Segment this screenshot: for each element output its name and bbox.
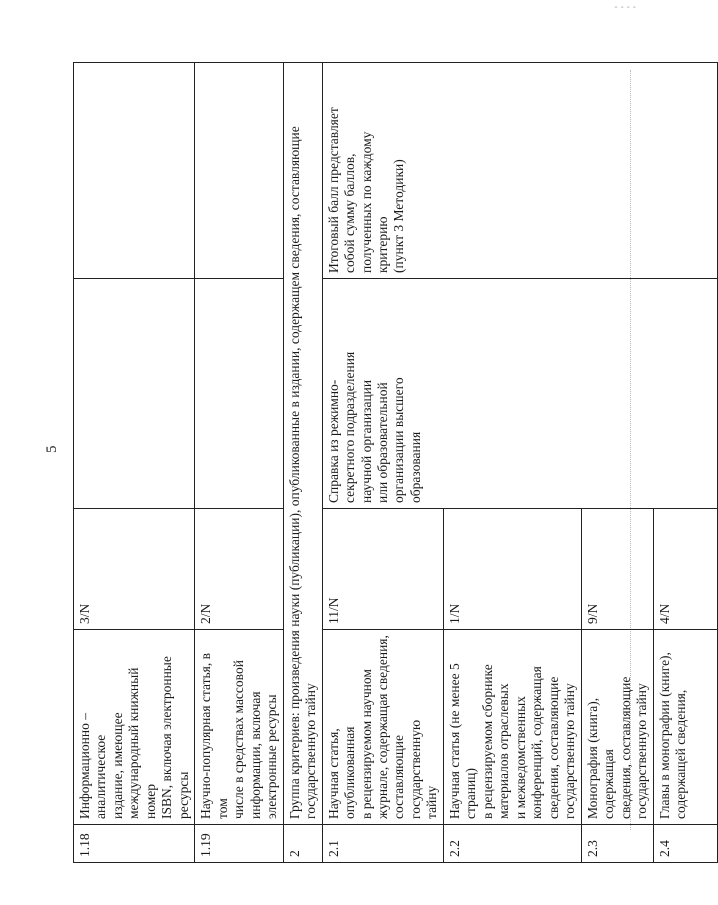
criterion-name: Научная статья (не менее 5 страниц) в рецензируемом сборнике материалов отраслевых и межведомственных конференций, содержащая сведения, составляющие государственную тайну xyxy=(443,630,581,825)
group-heading: Группа критериев: произведения науки (публикации), опубликованные в издании, содержащем сведения, составляющие государственную тайну xyxy=(283,63,322,825)
row-number: 2.1 xyxy=(322,825,443,863)
confirmation-document-cell xyxy=(74,279,195,509)
criteria-table xyxy=(73,62,718,863)
table-row xyxy=(195,63,283,863)
row-number: 1.19 xyxy=(195,825,283,863)
group-row xyxy=(283,63,322,863)
criterion-name: Научно-популярная статья, в том числе в средствах массовой информации, включая электронные ресурсы xyxy=(195,630,283,825)
criterion-name: Монография (книга), содержащая сведения, составляющие государственную тайну xyxy=(581,630,653,825)
score-formula: 2/N xyxy=(195,509,283,630)
score-formula: 1/N xyxy=(443,509,581,630)
note-cell xyxy=(74,63,195,279)
score-formula: 4/N xyxy=(653,509,717,630)
corner-mark: - - - - xyxy=(614,2,636,13)
note: Итоговый балл представляет собой сумму баллов, полученных по каждому критерию (пункт 3 Методики) xyxy=(322,63,717,279)
page-number: 5 xyxy=(44,445,60,453)
score-formula: 11/N xyxy=(322,509,443,630)
note-cell xyxy=(195,63,283,279)
table-row xyxy=(74,63,195,863)
confirmation-document: Справка из режимно- секретного подразделения научной организации или образовательной организации высшего образования xyxy=(322,279,717,509)
criterion-name: Информационно – аналитическое издание, имеющее международный книжный номер ISBN, включая электронные ресурсы xyxy=(74,630,195,825)
rotated-table-wrapper xyxy=(73,63,689,863)
group-number: 2 xyxy=(283,825,322,863)
score-formula: 3/N xyxy=(74,509,195,630)
score-formula: 9/N xyxy=(581,509,653,630)
row-number: 1.18 xyxy=(74,825,195,863)
table-row xyxy=(322,63,443,863)
criterion-name: Научная статья, опубликованная в рецензируемом научном журнале, содержащая сведения, составляющие государственную тайну xyxy=(322,630,443,825)
row-number: 2.2 xyxy=(443,825,581,863)
confirmation-document-cell xyxy=(195,279,283,509)
criterion-name: Главы в монографии (книге), содержащей сведения, xyxy=(653,630,717,825)
row-number: 2.4 xyxy=(653,825,717,863)
row-number: 2.3 xyxy=(581,825,653,863)
